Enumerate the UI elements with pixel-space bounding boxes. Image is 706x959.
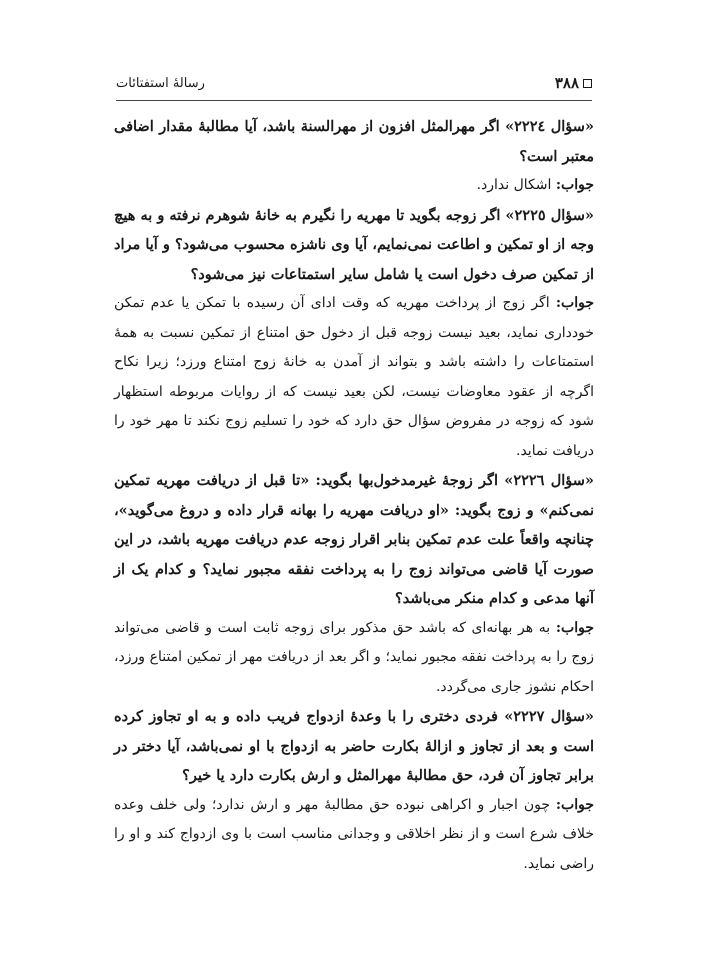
answer-label: جواب: [555, 796, 594, 813]
answer-2224 [114, 171, 594, 201]
answer-label: جواب: [555, 295, 594, 311]
answer-2227 [114, 791, 594, 880]
question-2227: «سؤال ٢٢٢٧» فردی دختری را با وعدهٔ ازدواج فریب داده و به او تجاوز کرده است و بعد از تجاوز و ازالهٔ بکارت حاضر به ازدواج با او نمی‌باشد، آیا دختر در برابر تجاوز آن فرد، حق مطالبهٔ مهرالمثل و ارش بکارت دارد یا خیر؟ [114, 708, 594, 784]
document-body [114, 112, 594, 879]
question-2226: «سؤال ٢٢٢٦» اگر زوجهٔ غیرمدخول‌بها بگوید: «تا قبل از دریافت مهریه تمکین نمی‌کنم» و زوج بگوید: «او دریافت مهریه را بهانه قرار داده و دروغ می‌گوید»، چنانچه واقعاً علت عدم تمکین بنابر اقرار زوجه عدم دریافت مهریه باشد، در این صورت آیا قاضی می‌تواند زوج را به پرداخت نفقه مجبور نماید؟ و کدام یک از آنها مدعی و کدام منکر می‌باشد؟ [114, 472, 594, 607]
question-2225: «سؤال ٢٢٢٥» اگر زوجه بگوید تا مهریه را نگیرم به خانهٔ شوهرم نرفته و به هیچ وجه از او تمکین و اطاعت نمی‌نمایم، آیا وی ناشزه محسوب می‌شود؟ و آیا مراد از تمکین صرف دخول است یا شامل سایر استمتاعات نیز می‌شود؟ [114, 206, 594, 283]
page-number-block [555, 74, 592, 92]
answer-2225 [114, 289, 594, 466]
answer-text: چون اجبار و اکراهی نبوده حق مطالبهٔ مهر و ارش ندارد؛ ولی خلف وعده خلاف شرع است و از نظر اخلاقی و وجدانی مناسب است با وی ازدواج کند و او را راضی نماید. [114, 796, 594, 872]
page-header [116, 74, 592, 96]
answer-text: اشکال ندارد. [476, 177, 556, 193]
page-number: ٣٨٨ [554, 74, 579, 92]
running-title: رسالهٔ استفتائات [116, 76, 205, 91]
answer-text: به هر بهانه‌ای که باشد حق مذکور برای زوجه ثابت است و قاضی می‌تواند زوج را به پرداخت نفقه مجبور نماید؛ و اگر بعد از دریافت مهر از تمکین امتناع ورزد، احکام نشوز جاری می‌گردد. [114, 619, 594, 695]
square-bullet-icon [583, 79, 592, 88]
answer-label: جواب: [555, 619, 594, 636]
answer-2226 [114, 614, 594, 703]
question-2224: «سؤال ٢٢٢٤» اگر مهرالمثل افزون از مهرالسنة باشد، آیا مطالبهٔ مقدار اضافی معتبر است؟ [114, 118, 594, 165]
answer-text: اگر زوج از پرداخت مهریه که وقت ادای آن رسیده با تمکن یا عدم تمکن خودداری نماید، بعید نیست زوجه قبل از دخول حق امتناع از تمکین نسبت به همهٔ استمتاعات را داشته باشد و بتواند از آمدن به خانهٔ زوج امتناع ورزد؛ زیرا نکاح اگرچه از عقود معاوضات نیست، لکن بعید نیست که از روایات مربوطه استظهار شود که زوجه در مفروض سؤال حق دارد که خود را تسلیم زوج نکند تا مهر خود را دریافت نماید. [114, 295, 594, 459]
answer-label: جواب: [555, 177, 594, 193]
header-divider [116, 100, 592, 101]
